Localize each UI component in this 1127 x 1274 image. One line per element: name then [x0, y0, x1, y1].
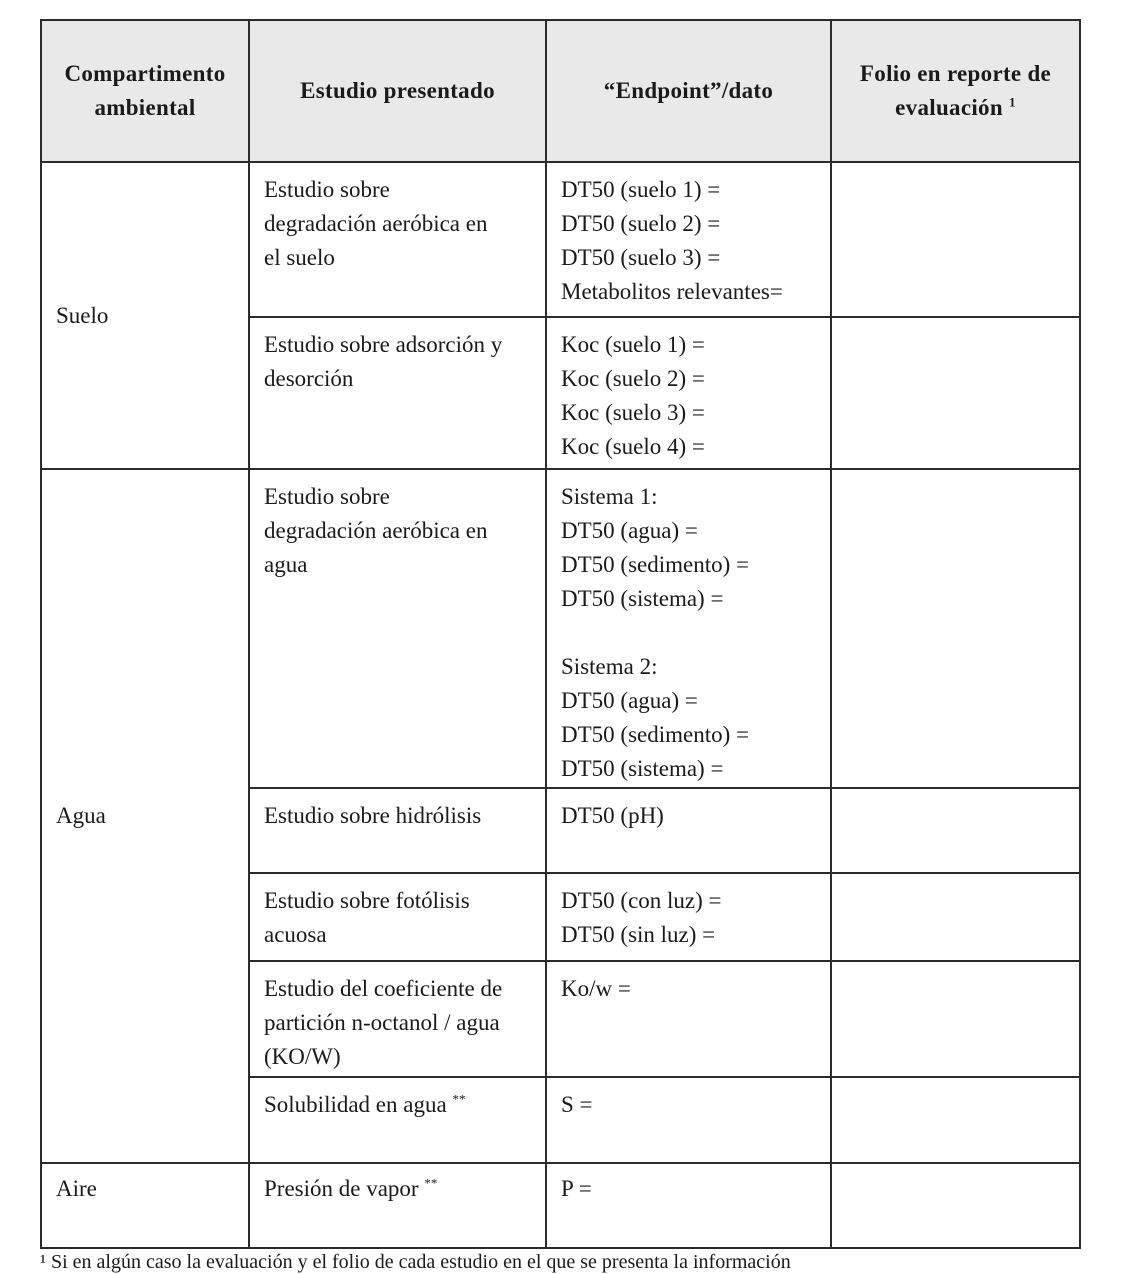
- endpoint-line: Koc (suelo 1) =: [561, 332, 705, 357]
- study-cell: Estudio sobre fotólisis acuosa: [249, 873, 546, 961]
- folio-cell[interactable]: [831, 469, 1080, 788]
- table-row: [41, 1163, 1080, 1248]
- table-header-row: [41, 20, 1080, 162]
- folio-cell[interactable]: [831, 788, 1080, 873]
- endpoint-cell: [546, 1077, 831, 1163]
- endpoint-cell: [546, 873, 831, 961]
- evaluation-table: [40, 19, 1081, 1249]
- endpoint-line: Sistema 1:: [561, 484, 658, 509]
- endpoint-cell: [546, 961, 831, 1077]
- endpoint-cell: [546, 317, 831, 469]
- study-cell: Estudio sobre degradación aeróbica en el suelo: [249, 162, 546, 317]
- endpoint-line: Koc (suelo 3) =: [561, 400, 705, 425]
- endpoint-line: DT50 (suelo 3) =: [561, 245, 721, 270]
- study-cell: Presión de vapor **: [249, 1163, 546, 1248]
- endpoint-cell: [546, 469, 831, 788]
- study-cell: Estudio del coeficiente de partición n-octanol / agua (KO/W): [249, 961, 546, 1077]
- compartment-suelo: Suelo: [41, 162, 249, 469]
- study-cell: Estudio sobre degradación aeróbica en agua: [249, 469, 546, 788]
- folio-cell[interactable]: [831, 1077, 1080, 1163]
- study-cell: Estudio sobre adsorción y desorción: [249, 317, 546, 469]
- endpoint-line: Ko/w =: [561, 976, 631, 1001]
- folio-cell[interactable]: [831, 317, 1080, 469]
- endpoint-cell: [546, 162, 831, 317]
- folio-cell[interactable]: [831, 873, 1080, 961]
- endpoint-line: DT50 (agua) =: [561, 688, 698, 713]
- header-estudio: Estudio presentado: [249, 20, 546, 162]
- endpoint-line: Sistema 2:: [561, 654, 658, 679]
- folio-cell[interactable]: [831, 961, 1080, 1077]
- endpoint-line: DT50 (suelo 2) =: [561, 211, 721, 236]
- endpoint-line: DT50 (agua) =: [561, 518, 698, 543]
- footnote-text: ¹ Si en algún caso la evaluación y el folio de cada estudio en el que se presenta la información: [40, 1251, 791, 1273]
- folio-cell[interactable]: [831, 1163, 1080, 1248]
- table-row: [41, 162, 1080, 317]
- folio-cell[interactable]: [831, 162, 1080, 317]
- endpoint-cell: [546, 1163, 831, 1248]
- endpoint-line: Koc (suelo 2) =: [561, 366, 705, 391]
- endpoint-line: [561, 616, 816, 650]
- header-folio: Folio en reporte de evaluación $^1$: [831, 20, 1080, 162]
- endpoint-line: DT50 (sistema) =: [561, 586, 724, 611]
- study-cell: Estudio sobre hidrólisis: [249, 788, 546, 873]
- endpoint-line: Metabolitos relevantes=: [561, 279, 783, 304]
- endpoint-line: DT50 (sistema) =: [561, 756, 724, 781]
- footnote-marker: **: [452, 1091, 466, 1107]
- endpoint-line: DT50 (sedimento) =: [561, 552, 749, 577]
- endpoint-line: DT50 (pH): [561, 803, 664, 828]
- table-row: [41, 469, 1080, 788]
- footnote-marker: 1: [1009, 94, 1016, 110]
- endpoint-line: DT50 (sin luz) =: [561, 922, 716, 947]
- study-cell: Solubilidad en agua **: [249, 1077, 546, 1163]
- endpoint-line: P =: [561, 1176, 592, 1201]
- endpoint-line: S =: [561, 1092, 593, 1117]
- header-endpoint: “Endpoint”/dato: [546, 20, 831, 162]
- compartment-agua: Agua: [41, 469, 249, 1163]
- endpoint-line: DT50 (suelo 1) =: [561, 177, 721, 202]
- endpoint-line: DT50 (con luz) =: [561, 888, 722, 913]
- header-compartimento: Compartimento ambiental: [41, 20, 249, 162]
- compartment-aire: Aire: [41, 1163, 249, 1248]
- endpoint-cell: [546, 788, 831, 873]
- footnote-marker: **: [424, 1175, 438, 1191]
- endpoint-line: Koc (suelo 4) =: [561, 434, 705, 459]
- endpoint-line: DT50 (sedimento) =: [561, 722, 749, 747]
